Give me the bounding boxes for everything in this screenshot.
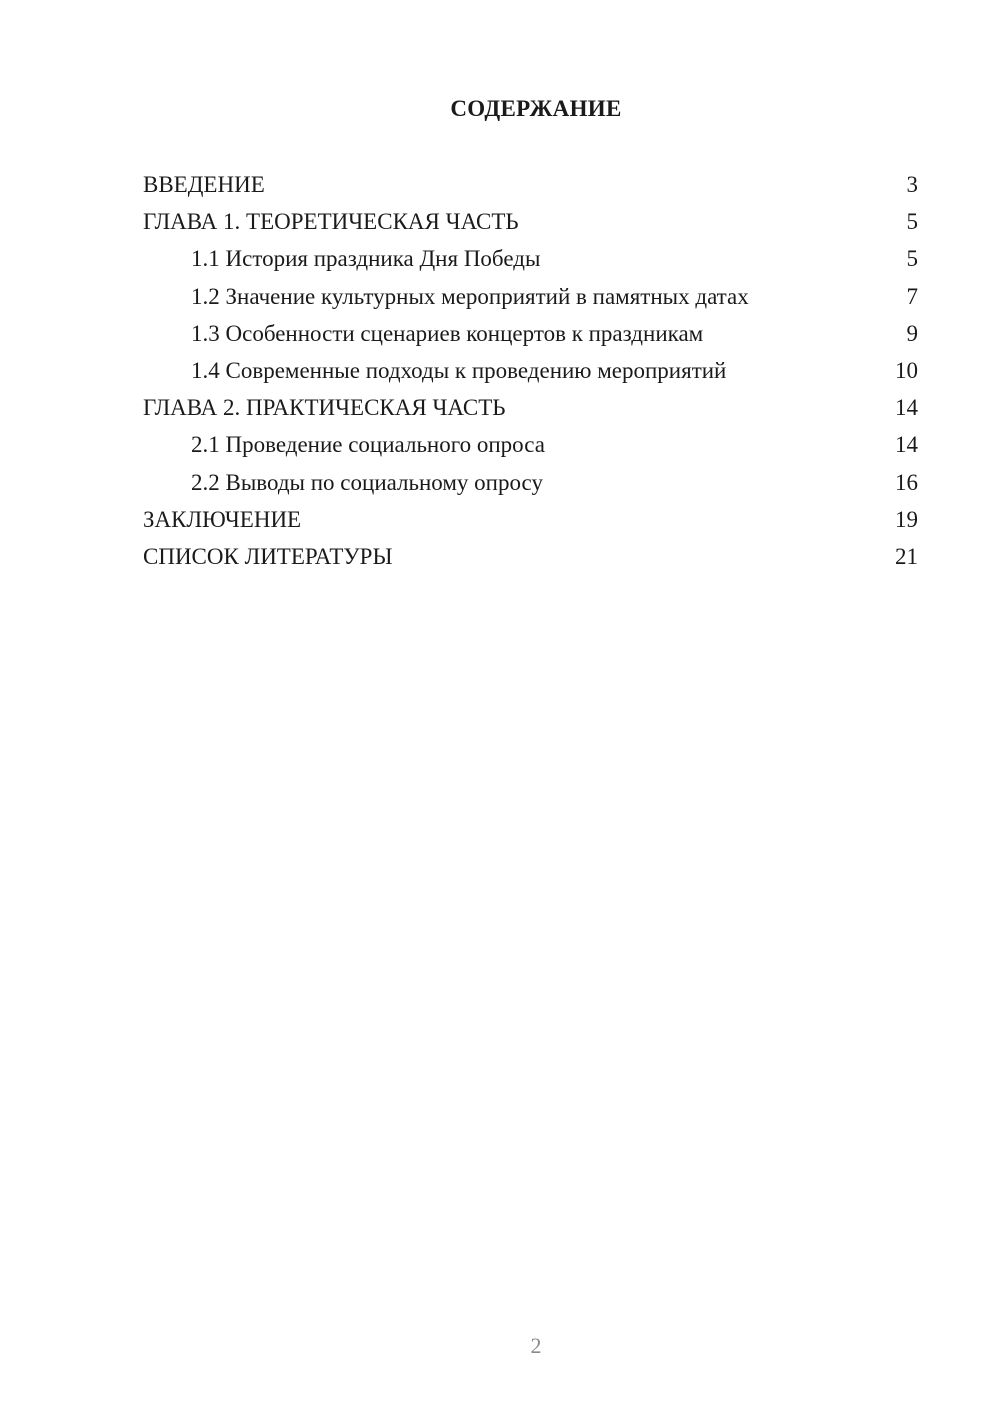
toc-entry-page: 21	[895, 543, 918, 569]
toc-entry-references[interactable]	[143, 538, 918, 575]
toc-entry-page: 14	[895, 432, 918, 458]
toc-entry-label: СПИСОК ЛИТЕРАТУРЫ	[143, 543, 393, 569]
toc-entry-section-1-3[interactable]	[143, 315, 918, 352]
toc-entry-label: 2.1 Проведение социального опроса	[191, 432, 545, 458]
toc-entry-label: 1.2 Значение культурных мероприятий в памятных датах	[191, 283, 749, 309]
toc-entry-introduction[interactable]	[143, 166, 918, 203]
toc-entry-chapter-2[interactable]	[143, 389, 918, 426]
toc-entry-page: 14	[895, 395, 918, 421]
toc-entry-label: 1.3 Особенности сценариев концертов к праздникам	[191, 320, 704, 346]
toc-entry-page: 3	[906, 172, 918, 197]
toc-entry-section-1-1[interactable]	[143, 240, 918, 277]
toc-entry-conclusion[interactable]	[143, 501, 918, 538]
toc-entry-page: 5	[906, 246, 918, 272]
toc-entry-page: 9	[906, 320, 918, 346]
toc-entry-label: ВВЕДЕНИЕ	[143, 172, 265, 197]
toc-entry-section-1-4[interactable]	[143, 352, 918, 389]
toc-entry-page: 7	[906, 283, 918, 309]
toc-entry-label: ГЛАВА 2. ПРАКТИЧЕСКАЯ ЧАСТЬ	[143, 395, 506, 421]
toc-entry-label: 1.4 Современные подходы к проведению мероприятий	[191, 357, 727, 383]
toc-entry-section-2-2[interactable]	[143, 464, 918, 501]
toc-entry-label: ЗАКЛЮЧЕНИЕ	[143, 506, 302, 532]
toc-entry-section-2-1[interactable]	[143, 426, 918, 463]
toc-entry-label: ГЛАВА 1. ТЕОРЕТИЧЕСКАЯ ЧАСТЬ	[143, 209, 519, 235]
toc-entry-page: 5	[906, 209, 918, 235]
toc-entry-label: 2.2 Выводы по социальному опросу	[191, 469, 543, 495]
toc-entry-page: 16	[895, 469, 918, 495]
toc-entry-section-1-2[interactable]	[143, 278, 918, 315]
toc-entry-chapter-1[interactable]	[143, 203, 918, 240]
toc-entry-page: 10	[895, 357, 918, 383]
toc-entry-label: 1.1 История праздника Дня Победы	[191, 246, 541, 272]
page-number: 2	[530, 1333, 542, 1358]
table-of-contents	[143, 166, 918, 575]
toc-heading: СОДЕРЖАНИЕ	[450, 96, 622, 121]
toc-entry-page: 19	[895, 506, 918, 532]
